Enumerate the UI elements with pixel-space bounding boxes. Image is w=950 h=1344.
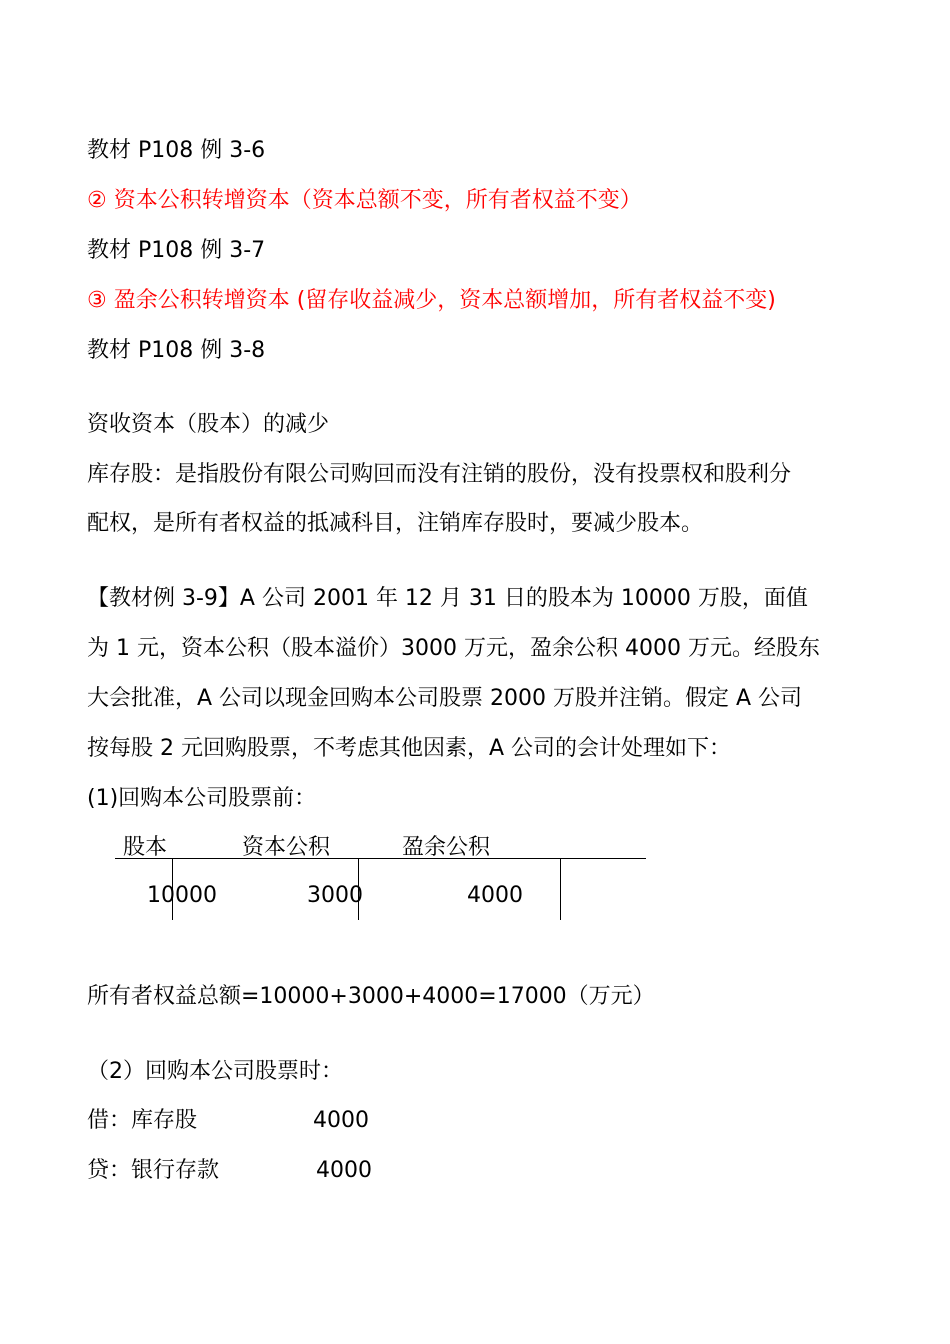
t-account-balance: 10000	[147, 883, 217, 908]
total-equity-formula: 所有者权益总额=10000+3000+4000=17000（万元）	[87, 984, 655, 1009]
t-account-top-rule	[115, 858, 646, 859]
t-account-title: 盈余公积	[402, 835, 491, 860]
t-account-title: 股本	[123, 835, 168, 860]
step-2-heading: （2）回购本公司股票时：	[87, 1059, 343, 1084]
example-3-9-line-1: 【教材例 3-9】A 公司 2001 年 12 月 31 日的股本为 10000 万股，面值	[87, 586, 808, 611]
journal-credit-amount: 4000	[316, 1158, 372, 1183]
t-account-title: 资本公积	[242, 835, 331, 860]
journal-debit-account: 借：库存股	[87, 1108, 198, 1133]
t-account-balance: 4000	[467, 883, 523, 908]
example-3-9-line-4: 按每股 2 元回购股票，不考虑其他因素，A 公司的会计处理如下：	[87, 736, 732, 761]
t-account-balance: 3000	[307, 883, 363, 908]
textbook-ref-3-8: 教材 P108 例 3-8	[87, 338, 266, 363]
step-1-heading: (1)回购本公司股票前：	[87, 786, 317, 811]
example-3-9-line-2: 为 1 元，资本公积（股本溢价）3000 万元，盈余公积 4000 万元。经股东	[87, 636, 820, 661]
treasury-stock-definition-line-1: 库存股：是指股份有限公司购回而没有注销的股份，没有投票权和股利分	[87, 462, 792, 487]
t-account-divider	[560, 858, 561, 920]
journal-debit-amount: 4000	[313, 1108, 369, 1133]
example-3-9-line-3: 大会批准，A 公司以现金回购本公司股票 2000 万股并注销。假定 A 公司	[87, 686, 803, 711]
journal-credit-account: 贷：银行存款	[87, 1158, 220, 1183]
treasury-stock-definition-line-2: 配权，是所有者权益的抵减科目，注销库存股时，要减少股本。	[87, 511, 704, 536]
textbook-ref-3-6: 教材 P108 例 3-6	[87, 138, 266, 163]
capital-reduction-heading: 资收资本（股本）的减少	[87, 412, 330, 437]
surplus-reserve-conversion-heading: ③ 盈余公积转增资本 (留存收益减少，资本总额增加，所有者权益不变)	[87, 288, 776, 313]
capital-reserve-conversion-heading: ② 资本公积转增资本（资本总额不变，所有者权益不变）	[87, 188, 642, 213]
textbook-ref-3-7: 教材 P108 例 3-7	[87, 238, 266, 263]
